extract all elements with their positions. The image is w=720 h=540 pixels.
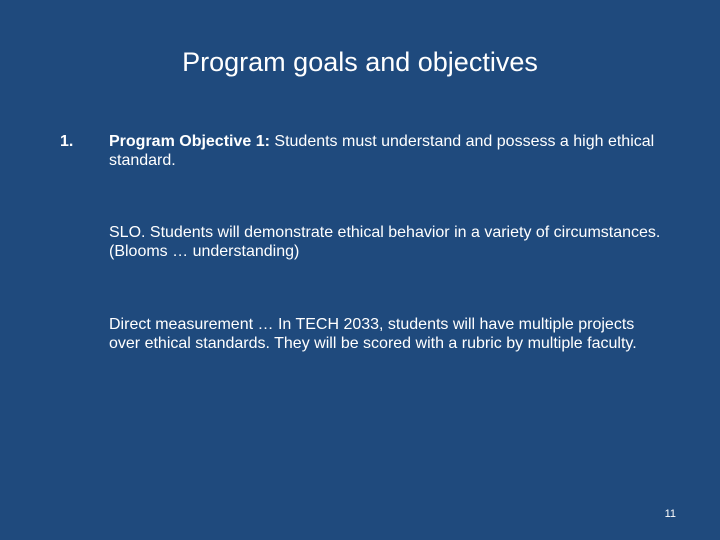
program-objective [109,132,669,170]
slo-statement: SLO. Students will demonstrate ethical behavior in a variety of circumstances. (Blooms … understanding) [109,224,661,260]
page-number: 11 [664,508,676,520]
slide-title: Program goals and objectives [182,47,538,77]
program-objective-text: Students must understand and possess a high ethical standard. [109,133,655,169]
program-objective-label: Program Objective 1: [109,133,270,150]
direct-measurement-statement: Direct measurement … In TECH 2033, students will have multiple projects over ethical standards. They will be scored with a rubric by multiple faculty. [109,316,637,352]
list-item-number: 1. [60,133,74,150]
